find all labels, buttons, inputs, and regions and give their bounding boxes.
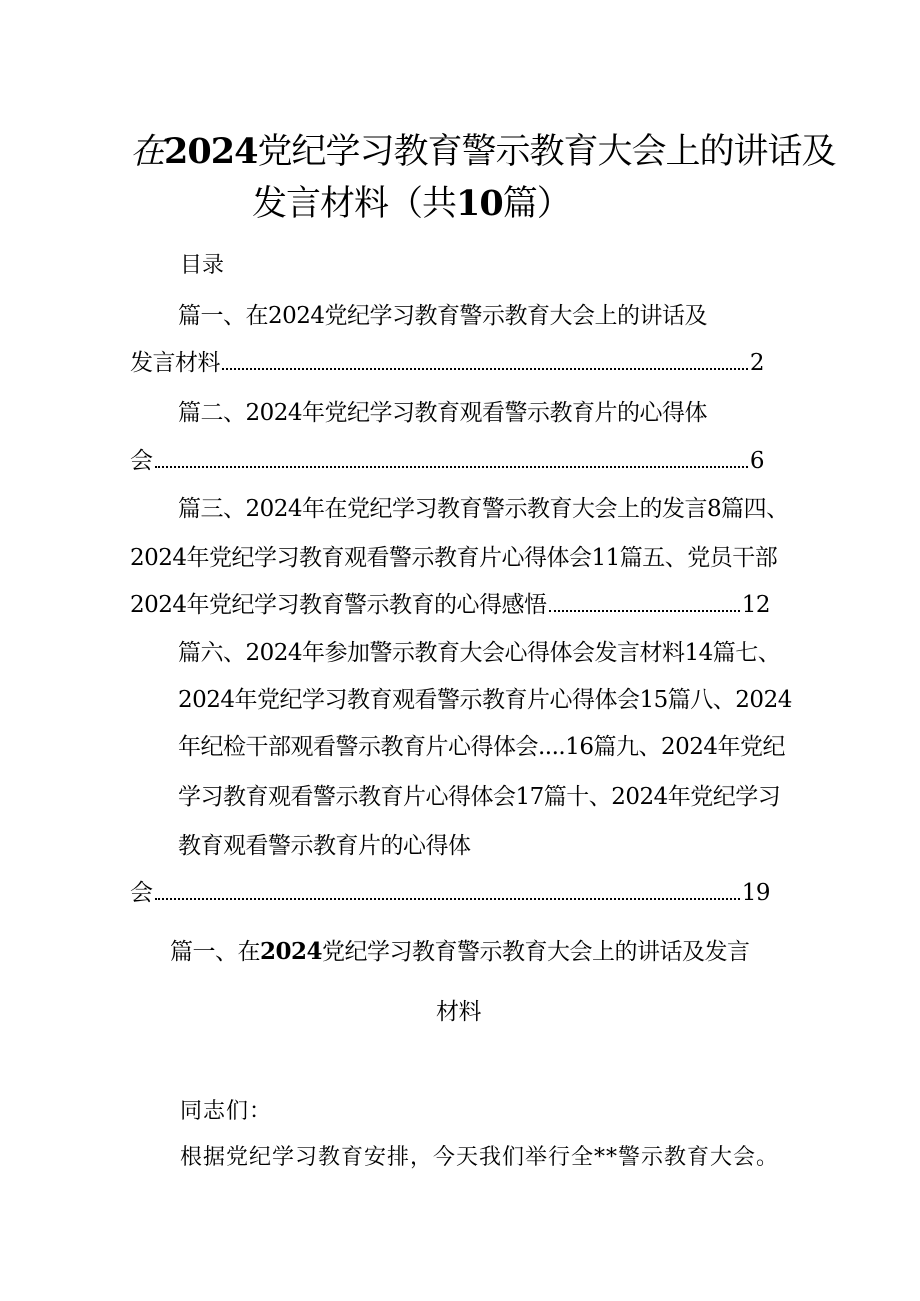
toc-dot-leader (155, 466, 748, 468)
toc-entry-4-text: 会 (130, 880, 153, 906)
section-heading-line1 (170, 932, 750, 972)
toc-dot-leader (549, 610, 740, 612)
toc-entry-4-line6[interactable] (130, 873, 770, 913)
toc-entry-3-line1[interactable]: 篇三、2024年在党纪学习教育警示教育大会上的发言8篇四、 (178, 496, 789, 522)
toc-entry-4-page: 19 (741, 880, 770, 906)
toc-entry-2-line2[interactable] (130, 441, 764, 481)
body-paragraph: 根据党纪学习教育安排，今天我们举行全**警示教育大会。 (180, 1145, 780, 1170)
section-heading-year: 2024 (260, 938, 323, 965)
title-line2-pre: 发言材料（共 (252, 184, 457, 224)
toc-entry-3-line3[interactable] (130, 585, 770, 625)
section-heading-line2: 材料 (436, 999, 481, 1025)
toc-entry-1-line1[interactable]: 篇一、在2024党纪学习教育警示教育大会上的讲话及 (178, 303, 708, 329)
toc-entry-4-line3[interactable]: 年纪检干部观看警示教育片心得体会....16篇九、2024年党纪 (178, 734, 786, 760)
title-prefix: 在 (130, 132, 165, 172)
toc-entry-1-page: 2 (749, 350, 764, 376)
document-title-line2 (252, 178, 571, 230)
toc-entry-3-text: 2024年党纪学习教育警示教育的心得感悟 (130, 592, 547, 618)
toc-entry-4-line4[interactable]: 学习教育观看警示教育片心得体会17篇十、2024年党纪学习 (178, 784, 781, 810)
title-line2-post: 篇） (502, 184, 571, 224)
toc-entry-1-line2[interactable] (130, 343, 764, 383)
toc-entry-2-text: 会 (130, 448, 153, 474)
toc-entry-4-line5[interactable]: 教育观看警示教育片的心得体 (178, 833, 471, 859)
section-heading-post: 党纪学习教育警示教育大会上的讲话及发言 (322, 939, 750, 965)
document-title-line1 (130, 126, 835, 178)
toc-dot-leader (222, 368, 748, 370)
toc-entry-2-line1[interactable]: 篇二、2024年党纪学习教育观看警示教育片的心得体 (178, 400, 708, 426)
section-heading-pre: 篇一、在 (170, 939, 260, 965)
toc-entry-3-page: 12 (741, 592, 770, 618)
toc-dot-leader (155, 898, 740, 900)
toc-entry-3-line2[interactable]: 2024年党纪学习教育观看警示教育片心得体会11篇五、党员干部 (130, 545, 778, 571)
title-year: 2024 (164, 131, 258, 172)
toc-label: 目录 (180, 253, 225, 278)
title-rest: 党纪学习教育警示教育大会上的讲话及 (257, 132, 836, 172)
salutation: 同志们： (180, 1099, 273, 1124)
toc-entry-1-text: 发言材料 (130, 350, 220, 376)
title-line2-number: 10 (456, 183, 503, 224)
toc-entry-4-line1[interactable]: 篇六、2024年参加警示教育大会心得体会发言材料14篇七、 (178, 640, 781, 666)
toc-entry-4-line2[interactable]: 2024年党纪学习教育观看警示教育片心得体会15篇八、2024 (178, 687, 792, 713)
toc-entry-2-page: 6 (749, 448, 764, 474)
